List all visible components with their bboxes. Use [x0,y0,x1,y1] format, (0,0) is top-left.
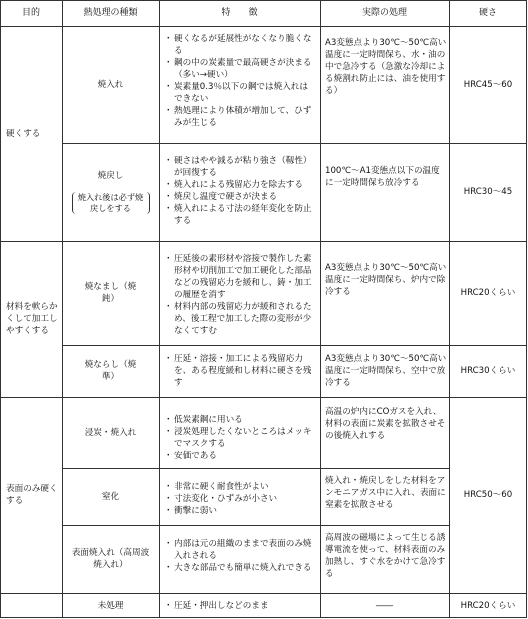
grid-line [449,0,450,618]
process-text: ―― [375,600,394,611]
type-induction [62,525,159,593]
feature-item: ・ 非常に硬く耐食性がよい [166,481,316,493]
hardness-tempering [449,143,527,241]
grid-line [0,26,527,27]
process-quenching [325,37,447,139]
feature-item: ・ 内部は元の組織のままで表面のみ焼入れされる [166,538,316,562]
purpose-harden-text: 硬くする [6,128,41,139]
header-features: 特 徴 [221,8,258,18]
grid-line [62,468,449,469]
feature-item: ・ 圧延後の素形材や溶接で製作した素形材や切削加工で加工硬化した部品などの残留応力を緩和し、鋳・加工の履歴を消す [166,253,316,301]
grid-line [0,241,527,242]
type-annealing-text: 焼なまし（焼鈍） [84,282,137,304]
features-untreated [166,593,316,618]
grid-line [0,617,527,618]
process-induction [325,532,447,590]
grid-line [0,0,1,618]
feature-item: ・ 寸法変化・ひずみが小さい [166,493,316,505]
grid-line [0,397,527,398]
feature-item: ・ 圧延・押出しなどのまま [166,600,269,612]
feature-item: ・ 焼入れによる残留応力を除去する [166,179,316,191]
hardness-text: HRC50～60 [463,490,513,500]
feature-item: ・ 安価である [166,450,316,462]
process-carburizing [325,406,447,456]
feature-item: ・ 硬くなるが延展性がなくなり脆くなる [166,33,316,57]
feature-item: ・ 圧延・溶接・加工による残留応力を、ある程度緩和し材料に硬さを残す [166,353,316,389]
feature-item: ・ 鋼の中の炭素量で最高硬さが決まる（多い→硬い） [166,57,316,81]
hardness-text: HRC30～45 [463,187,513,197]
type-nitriding [62,468,159,525]
grid-line [526,0,527,618]
grid-line [62,143,527,144]
process-text: A3変態点より30℃～50℃高い温度に一定時間保ち、水・油の中で急冷する（急激な冷却による焼割れ防止には、油を使用する） [325,38,447,96]
feature-item: ・ 焼戻し温度で硬さが決まる [166,191,316,203]
features-normalizing [166,353,316,395]
process-text: 高周波の磁場によって生じる誘導電流を使って、材料表面のみ加熱し、すぐ水をかけて急冷する [325,533,446,579]
hardness-text: HRC20くらい [460,288,516,298]
features-nitriding [166,481,316,523]
feature-item: ・ 大きな部品でも簡単に焼入れできる [166,562,316,574]
type-normalizing [62,345,159,397]
features-carburizing [166,414,316,466]
header-process: 実際の処理 [361,8,407,18]
grid-line [62,345,527,346]
process-text: A3変態点より30℃～50℃高い温度に一定時間保ち、炉内で除冷する [325,263,447,297]
feature-item: ・ 熱処理により体積が増加して、ひずみが生じる [166,105,316,129]
type-untreated [62,593,159,618]
type-induction-text: 表面焼入れ（高周波焼入れ） [71,548,150,570]
type-normalizing-text: 焼ならし（焼準） [84,360,137,382]
feature-item: ・ 硬さはやや減るが粘り強さ（靱性）が回復する [166,155,316,179]
hardness-surface-group [449,397,527,593]
feature-item: ・ 焼入れによる寸法の経年変化を防止する [166,203,316,227]
hardness-text: HRC45～60 [463,79,513,90]
process-text: A3変態点より30℃～50℃高い温度に一定時間保ち、空中で放冷する [325,354,447,388]
type-untreated-text: 未処理 [97,600,124,611]
features-quenching [166,33,316,141]
type-tempering [62,143,159,241]
grid-line [62,525,449,526]
process-text: 高温の炉内にCOガスを入れ、材料の表面に炭素を拡散させその後焼入れする [325,407,446,441]
process-annealing [325,262,447,322]
header-purpose: 目的 [21,8,40,18]
hardness-text: HRC20くらい [460,600,516,611]
grid-line [0,593,527,594]
feature-item: ・ 衝撃に弱い [166,505,316,517]
features-annealing [166,253,316,343]
process-untreated [320,593,449,618]
purpose-surface-text: 表面のみ硬くする [6,484,58,506]
process-normalizing [325,353,447,395]
type-annealing [62,241,159,345]
tempering-note: 焼入れ後は必ず焼戻しをする [72,192,150,214]
purpose-soften-text: 材料を軟らかくして加工しやすくする [6,302,58,336]
process-tempering [325,165,447,225]
process-nitriding [325,475,447,521]
purpose-surface [6,397,58,593]
feature-item: ・ 浸炭処理したくないところはメッキでマスクする [166,426,316,450]
feature-item: ・ 炭素量0.3％以下の鋼では焼入れはできない [166,81,316,105]
type-carburizing [62,397,159,468]
purpose-harden [6,26,58,241]
header-type: 熱処理の種類 [83,8,138,18]
hardness-untreated [449,593,527,618]
feature-item: ・ 材料内部の残留応力が緩和されるため、後工程で加工した際の変形が少なくてすむ [166,301,316,337]
type-carburizing-text: 浸炭・焼入れ [84,427,137,438]
hardness-quenching [449,26,527,143]
hardness-annealing [449,241,527,345]
type-nitriding-text: 窒化 [101,491,120,502]
header-hardness: 硬さ [478,8,497,18]
process-text: 100℃～A1変態点以下の温度に一定時間保ち放冷する [325,166,440,188]
process-text: 焼入れ・焼戻しをした材料をアンモニアガス中に入れ、表面に窒素を拡散させる [325,476,446,510]
type-quenching [62,26,159,143]
grid-line [0,0,527,1]
hardness-normalizing [449,345,527,397]
hardness-text: HRC30くらい [460,366,516,376]
features-induction [166,538,316,590]
purpose-soften [6,241,58,397]
type-tempering-text: 焼戻し [97,171,124,181]
features-tempering [166,155,316,239]
feature-item: ・ 低炭素鋼に用いる [166,414,316,426]
type-quenching-text: 焼入れ [97,79,124,90]
